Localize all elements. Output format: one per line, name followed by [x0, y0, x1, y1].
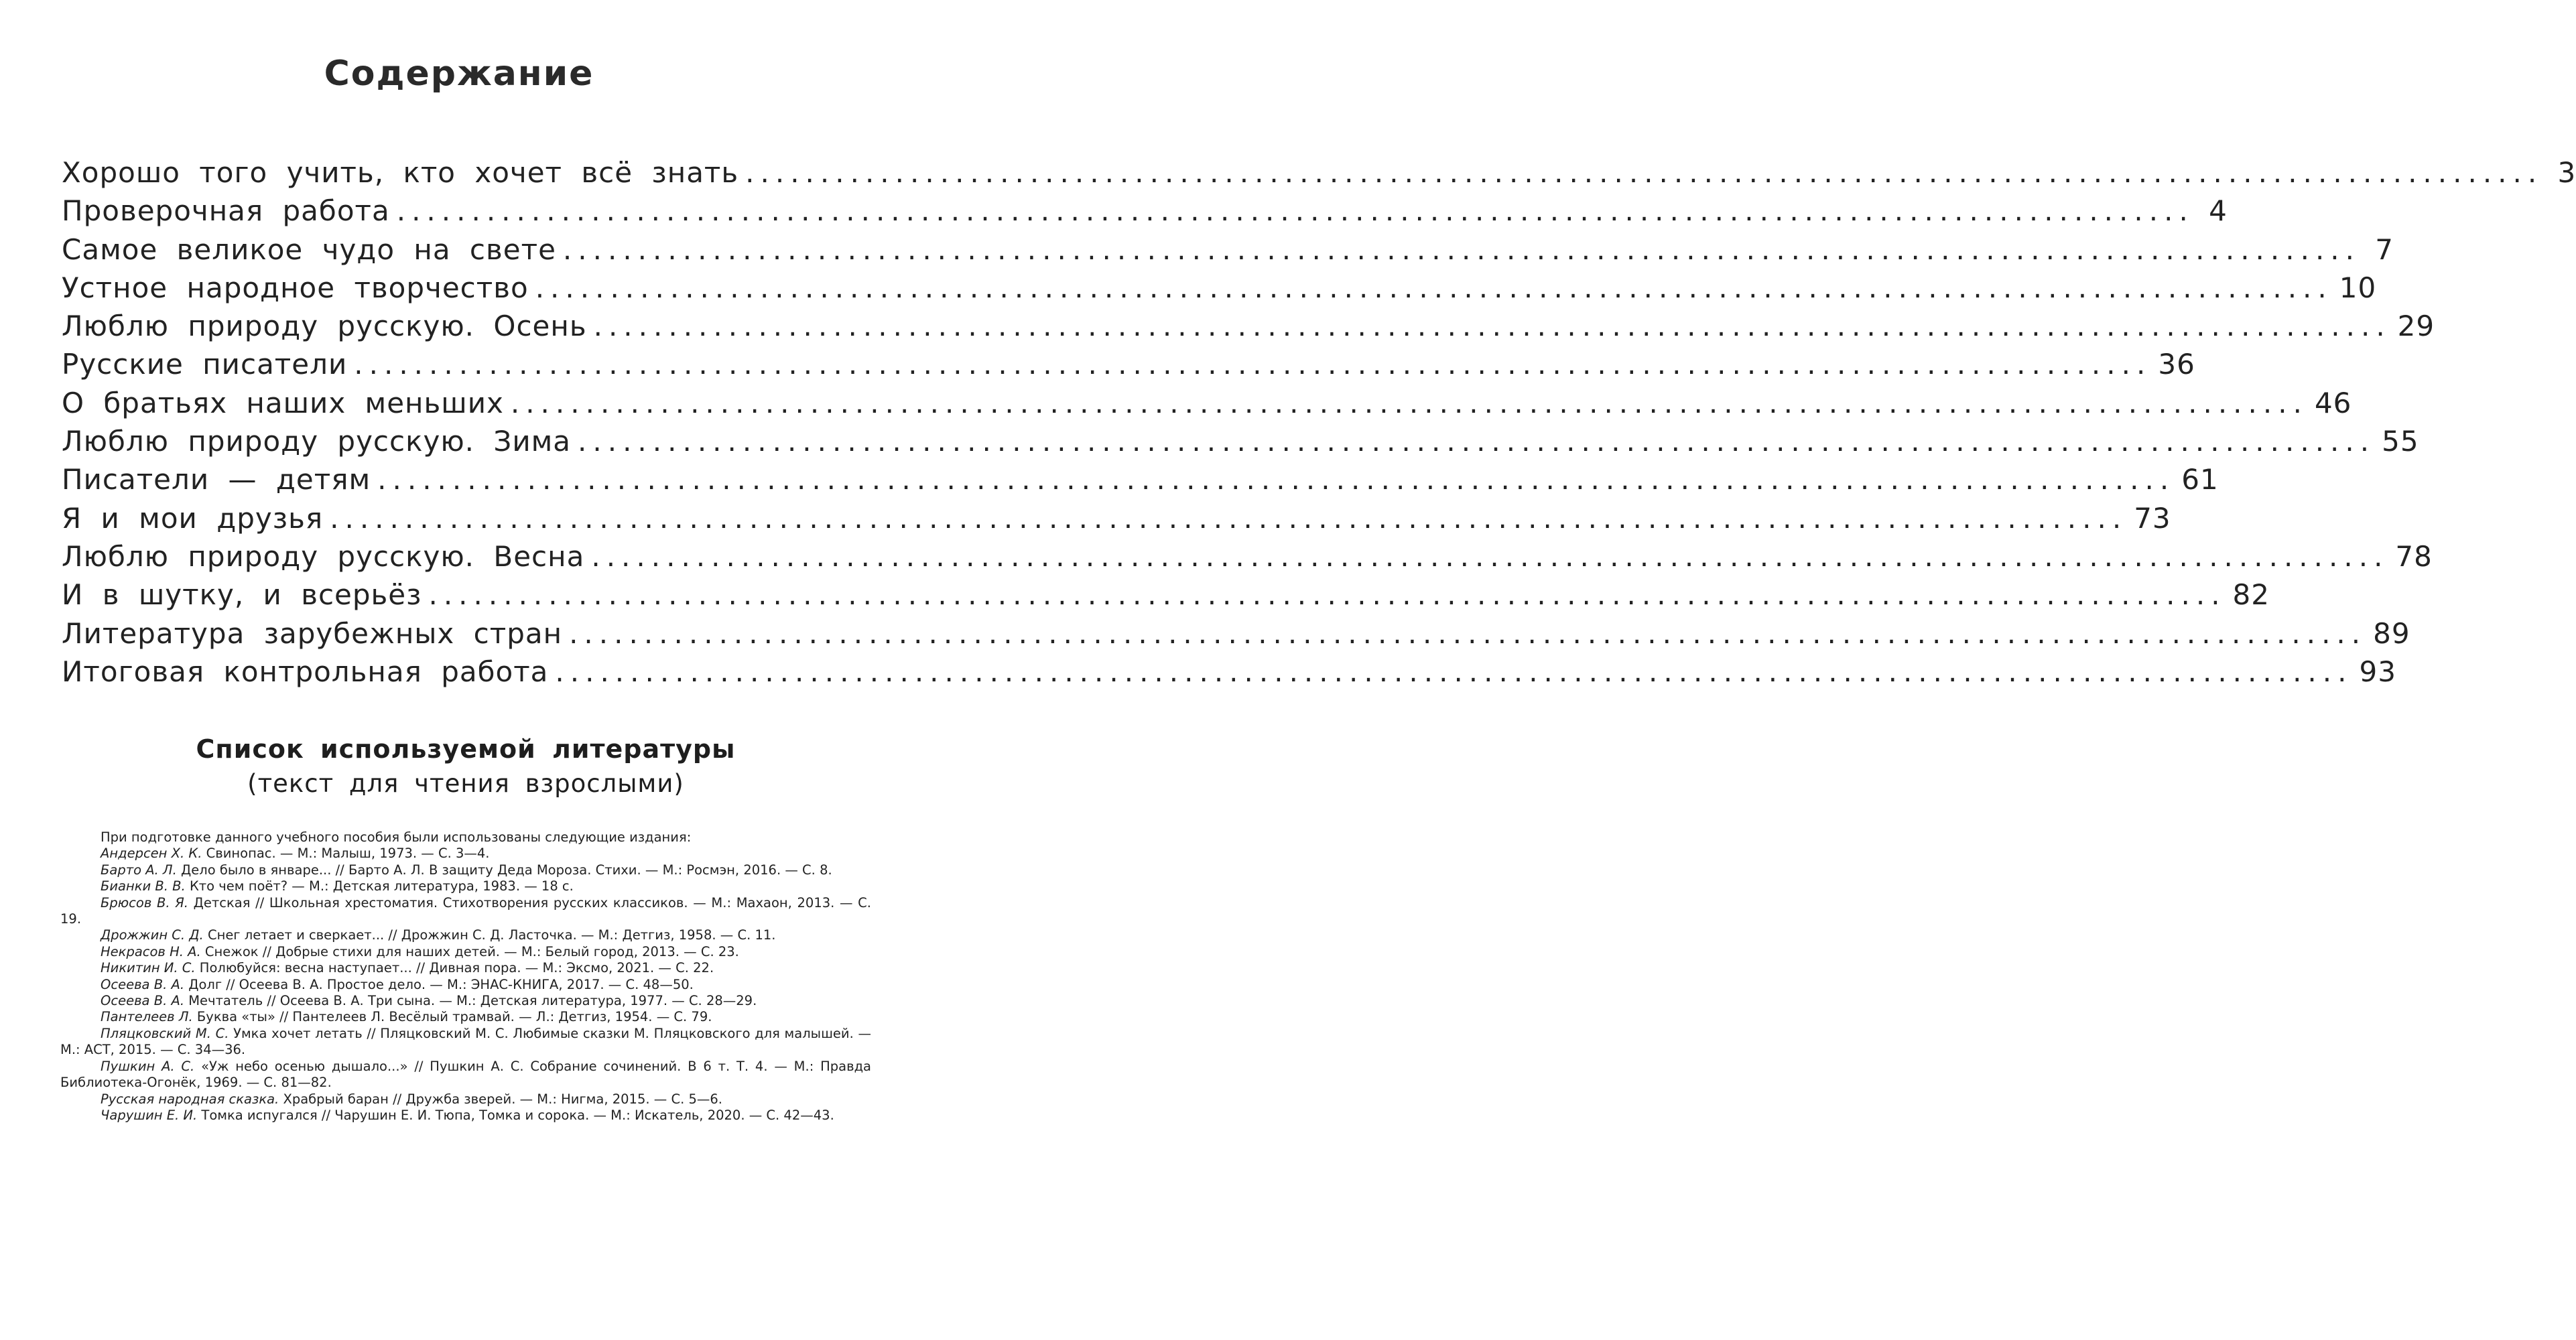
toc-item [62, 310, 2435, 348]
reference-item [60, 977, 871, 993]
reference-text: «Уж небо осенью дышало...» // Пушкин А. С. Собрание сочинений. В 6 т. Т. 4. — М.: Правда Библиотека-Огонёк, 1969. — С. 81—82. [60, 1058, 872, 1091]
reference-text: Умка хочет летать // Пляцковский М. С. Любимые сказки М. Пляцковского для малышей. — М.: АСТ, 2015. — С. 34—36. [60, 1025, 871, 1058]
toc-item-label: Устное народное творчество [62, 271, 529, 304]
reference-text: Томка испугался // Чарушин Е. И. Тюпа, Томка и сорока. — М.: Искатель, 2020. — С. 42—43. [197, 1107, 834, 1123]
toc-list [62, 156, 2576, 693]
toc-item-page: 36 [2158, 348, 2195, 381]
toc-item [62, 425, 2419, 463]
reference-item [60, 993, 871, 1009]
reference-author: Некрасов Н. А. [101, 943, 201, 959]
toc-leader-dots: ........................................................................................................................ [562, 232, 2360, 266]
reference-text: Снег летает и сверкает... // Дрожжин С. Д. Ласточка. — М.: Детгиз, 1958. — С. 11. [203, 927, 776, 943]
toc-item-page: 46 [2314, 386, 2352, 419]
reference-item [60, 862, 871, 878]
reference-text: Полюбуйся: весна наступает... // Дивная пора. — М.: Эксмо, 2021. — С. 22. [195, 960, 714, 976]
toc-leader-dots: ........................................................................................................................ [535, 271, 2333, 304]
toc-item-label: Я и мои друзья [62, 501, 324, 535]
reference-item [60, 1026, 871, 1059]
toc-leader-dots: ........................................................................................................................ [428, 578, 2226, 612]
toc-item-page: 10 [2339, 271, 2377, 304]
toc-item-label: Писатели — детям [62, 463, 371, 496]
reference-text: Дело было в январе... // Барто А. Л. В защиту Деда Мороза. Стихи. — М.: Росмэн, 2016. — С. 8. [176, 862, 832, 878]
reference-author: Брюсов В. Я. [101, 894, 188, 911]
reference-text: Храбрый баран // Дружба зверей. — М.: Нигма, 2015. — С. 5—6. [279, 1091, 722, 1107]
reference-text: Свинопас. — М.: Малыш, 1973. — С. 3—4. [202, 846, 490, 862]
toc-leader-dots: ........................................................................................................................ [569, 616, 2367, 650]
reference-item [60, 1091, 871, 1108]
reference-text: Долг // Осеева В. А. Простое дело. — М.: ЭНАС-КНИГА, 2017. — С. 48—50. [184, 976, 694, 992]
reference-text: Кто чем поёт? — М.: Детская литература, 1983. — 18 с. [185, 878, 574, 894]
toc-item-label: Самое великое чудо на свете [62, 232, 556, 266]
toc-leader-dots: ........................................................................................................................ [555, 655, 2353, 688]
reference-item [60, 878, 871, 894]
reference-text: Детская // Школьная хрестоматия. Стихотворения русских классиков. — М.: Махаон, 2013. — С. 19. [60, 894, 871, 927]
reference-author: Осеева В. А. [101, 993, 185, 1009]
toc-leader-dots: ........................................................................................................................ [396, 194, 2194, 228]
toc-leader-dots: ........................................................................................................................ [745, 156, 2543, 189]
reference-author: Чарушин Е. И. [101, 1107, 198, 1123]
toc-item [62, 194, 2228, 232]
toc-item-page: 61 [2181, 463, 2219, 496]
reference-author: Барто А. Л. [101, 862, 177, 878]
toc-item-label: Люблю природу русскую. Зима [62, 425, 572, 458]
literature-subtitle: (текст для чтения взрослыми) [247, 769, 684, 798]
toc-item-page: 78 [2395, 539, 2433, 573]
toc-item-label: Люблю природу русскую. Весна [62, 539, 585, 573]
reference-item [60, 960, 871, 976]
toc-item [62, 539, 2433, 578]
toc-item-page: 7 [2375, 232, 2394, 266]
toc-item [62, 655, 2396, 693]
reference-intro: При подготовке данного учебного пособия были использованы следующие издания: [101, 829, 692, 845]
toc-item-page: 29 [2397, 310, 2435, 343]
reference-item [60, 927, 871, 943]
toc-item-label: Хорошо того учить, кто хочет всё знать [62, 156, 739, 189]
toc-item-label: Литература зарубежных стран [62, 616, 563, 650]
reference-item [60, 1009, 871, 1025]
toc-item-page: 82 [2232, 578, 2270, 612]
toc-item-page: 55 [2382, 425, 2419, 458]
reference-author: Андерсен Х. К. [101, 846, 202, 862]
reference-text: Снежок // Добрые стихи для наших детей. — М.: Белый город, 2013. — С. 23. [200, 943, 739, 959]
reference-item [60, 1059, 871, 1091]
toc-item [62, 463, 2219, 501]
toc-leader-dots: ........................................................................................................................ [354, 348, 2152, 381]
reference-author: Никитин И. С. [101, 960, 196, 976]
toc-item [62, 501, 2171, 540]
reference-author: Дрожжин С. Д. [101, 927, 204, 943]
reference-author: Пляцковский М. С. [101, 1025, 229, 1041]
toc-item-label: Люблю природу русскую. Осень [62, 310, 587, 343]
reference-list [60, 829, 871, 1124]
toc-item-label: Проверочная работа [62, 194, 390, 228]
toc-item-page: 73 [2134, 501, 2171, 535]
toc-leader-dots: ........................................................................................................................ [377, 463, 2175, 496]
toc-item [62, 578, 2270, 616]
toc-item [62, 271, 2377, 310]
toc-leader-dots: ........................................................................................................................ [593, 310, 2391, 343]
toc-item [62, 386, 2352, 425]
reference-item [60, 846, 871, 862]
reference-author: Бианки В. В. [101, 878, 186, 894]
toc-item [62, 348, 2195, 386]
toc-item-label: Русские писатели [62, 348, 348, 381]
toc-item [62, 156, 2576, 194]
toc-item [62, 232, 2394, 271]
toc-item-label: И в шутку, и всерьёз [62, 578, 422, 612]
toc-item-label: Итоговая контрольная работа [62, 655, 549, 688]
toc-item-label: О братьях наших меньших [62, 386, 504, 419]
toc-leader-dots: ........................................................................................................................ [578, 425, 2376, 458]
toc-item [62, 616, 2410, 655]
reference-author: Осеева В. А. [101, 976, 185, 992]
reference-author: Русская народная сказка. [101, 1091, 279, 1107]
toc-leader-dots: ........................................................................................................................ [510, 386, 2308, 419]
reference-item [60, 944, 871, 960]
toc-item-page: 4 [2209, 194, 2228, 228]
literature-title: Список используемой литературы [196, 734, 736, 764]
reference-item [60, 895, 871, 928]
toc-item-page: 89 [2373, 616, 2410, 650]
toc-item-page: 3 [2557, 156, 2576, 189]
reference-author: Пантелеев Л. [101, 1009, 193, 1025]
reference-text: Буква «ты» // Пантелеев Л. Весёлый трамвай. — Л.: Детгиз, 1954. — С. 79. [192, 1009, 712, 1025]
reference-item [60, 1108, 871, 1124]
toc-title: Содержание [324, 54, 594, 94]
reference-author: Пушкин А. С. [101, 1058, 195, 1074]
reference-text: Мечтатель // Осеева В. А. Три сына. — М.: Детская литература, 1977. — С. 28—29. [184, 993, 757, 1009]
toc-leader-dots: ........................................................................................................................ [591, 539, 2389, 573]
toc-leader-dots: ........................................................................................................................ [330, 501, 2128, 535]
toc-item-page: 93 [2359, 655, 2396, 688]
